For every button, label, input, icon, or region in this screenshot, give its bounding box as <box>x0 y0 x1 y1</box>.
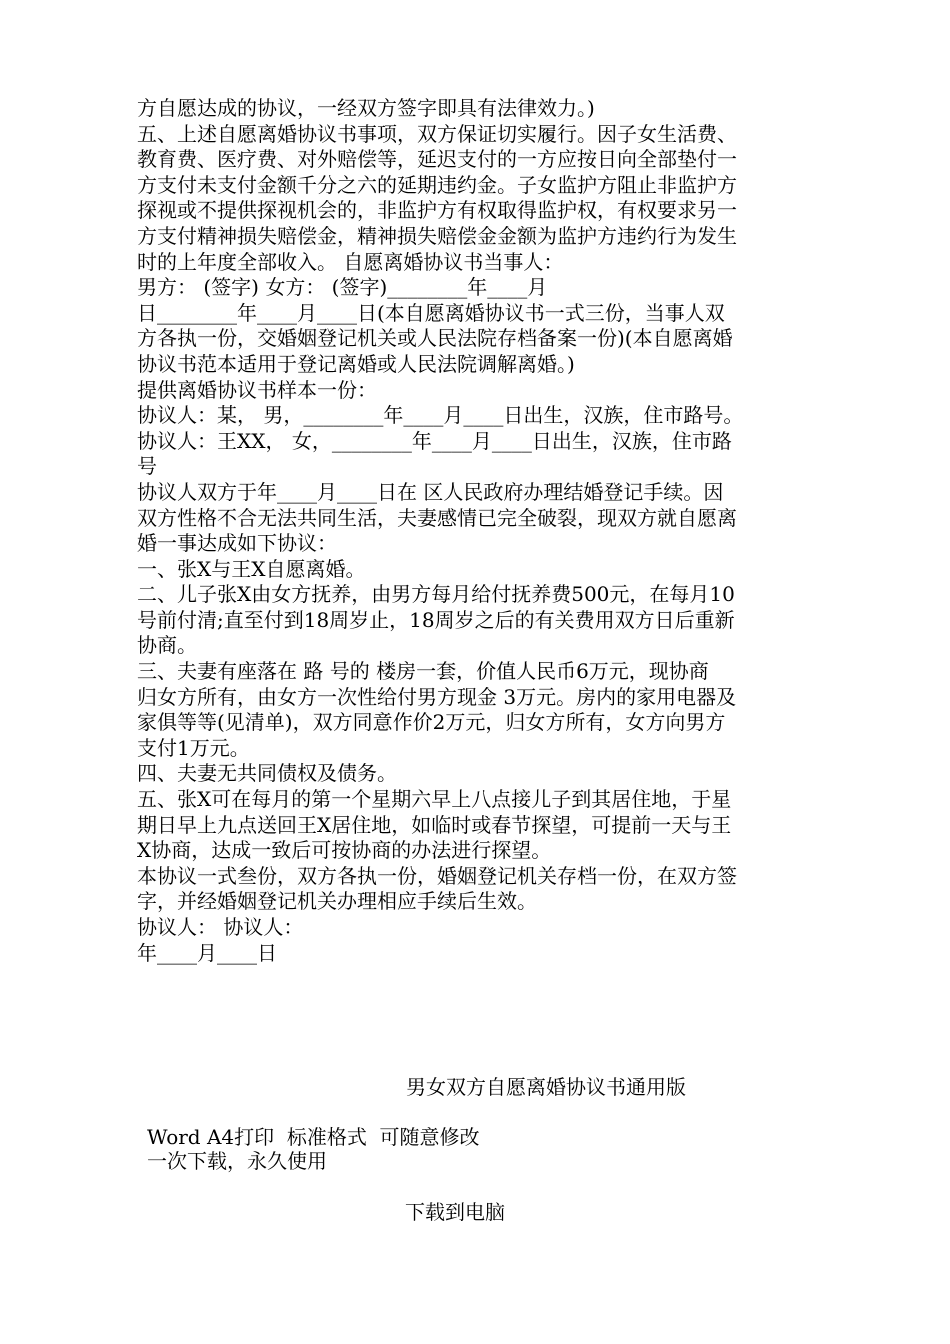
text-line: X协商，达成一致后可按协商的办法进行探望。 <box>137 838 552 863</box>
text-line: 协商。 <box>137 633 197 658</box>
text-line: 归女方所有，由女方一次性给付男方现金 3万元。房内的家用电器及 <box>137 684 737 709</box>
text-line: 方支付精神损失赔偿金，精神损失赔偿金金额为监护方违约行为发生 <box>137 223 737 248</box>
text-line: 方自愿达成的协议，一经双方签字即具有法律效力。) <box>137 96 595 120</box>
text-line: 协议书范本适用于登记离婚或人民法院调解离婚。) <box>137 351 575 376</box>
text-line: 日________年____月____日(本自愿离婚协议书一式三份，当事人双 <box>137 300 725 325</box>
date-line: 年____月____日 <box>137 940 277 965</box>
text-line: 家俱等等(见清单)，双方同意作价2万元，归女方所有，女方向男方 <box>137 710 726 735</box>
text-line: 协议人：王XX， 女，________年____月____日出生，汉族，住市路 <box>137 428 732 453</box>
text-line: 协议人双方于年____月____日在 区人民政府办理结婚登记手续。因 <box>137 479 724 504</box>
promo-once: 一次下载，永久使用 <box>147 1149 327 1173</box>
text-line: 号前付清;直至付到18周岁止，18周岁之后的有关费用双方日后重新 <box>137 607 735 632</box>
text-line: 四、夫妻无共同债权及债务。 <box>137 761 397 786</box>
text-line: 五、张X可在每月的第一个星期六早上八点接儿子到其居住地，于星 <box>137 787 732 812</box>
text-line: 教育费、医疗费、对外赔偿等，延迟支付的一方应按日向全部垫付一 <box>137 147 737 172</box>
text-line: 本协议一式叁份，双方各执一份，婚姻登记机关存档一份，在双方签 <box>137 863 737 888</box>
text-line: 时的上年度全部收入。 自愿离婚协议书当事人： <box>137 249 564 274</box>
text-line: 三、夫妻有座落在 路 号的 楼房一套，价值人民币6万元，现协商 <box>137 659 709 684</box>
text-line: 方各执一份，交婚姻登记机关或人民法院存档备案一份)(本自愿离婚 <box>137 326 733 351</box>
text-line: 一、张X与王X自愿离婚。 <box>137 556 366 581</box>
signature-line: 协议人： 协议人： <box>137 915 304 939</box>
promo-title: 男女双方自愿离婚协议书通用版 <box>406 1075 686 1099</box>
text-line: 双方性格不合无法共同生活，夫妻感情已完全破裂，现双方就自愿离 <box>137 505 737 530</box>
text-line: 期日早上九点送回王X居住地，如临时或春节探望，可提前一天与王 <box>137 812 732 837</box>
text-line: 男方： (签字) 女方： (签字)________年____月 <box>137 275 548 300</box>
text-line: 探视或不提供探视机会的，非监护方有权取得监护权，有权要求另一 <box>137 198 737 223</box>
download-link[interactable]: 下载到电脑 <box>405 1200 505 1224</box>
text-line: 二、儿子张X由女方抚养，由男方每月给付抚养费500元，在每月10 <box>137 582 735 607</box>
text-line: 号 <box>137 454 157 479</box>
text-line: 字，并经婚姻登记机关办理相应手续后生效。 <box>137 889 537 914</box>
text-line: 方支付未支付金额千分之六的延期违约金。子女监护方阻止非监护方 <box>137 172 737 197</box>
text-line: 协议人：某， 男，________年____月____日出生，汉族，住市路号。 <box>137 403 744 428</box>
text-line: 五、上述自愿离婚协议书事项，双方保证切实履行。因子女生活费、 <box>137 121 737 146</box>
text-line: 提供离婚协议书样本一份： <box>137 377 377 402</box>
text-line: 婚一事达成如下协议： <box>137 531 337 556</box>
text-line: 支付1万元。 <box>137 735 250 760</box>
agreement-body <box>137 96 817 966</box>
promo-features: Word A4打印 标准格式 可随意修改 <box>147 1125 480 1149</box>
